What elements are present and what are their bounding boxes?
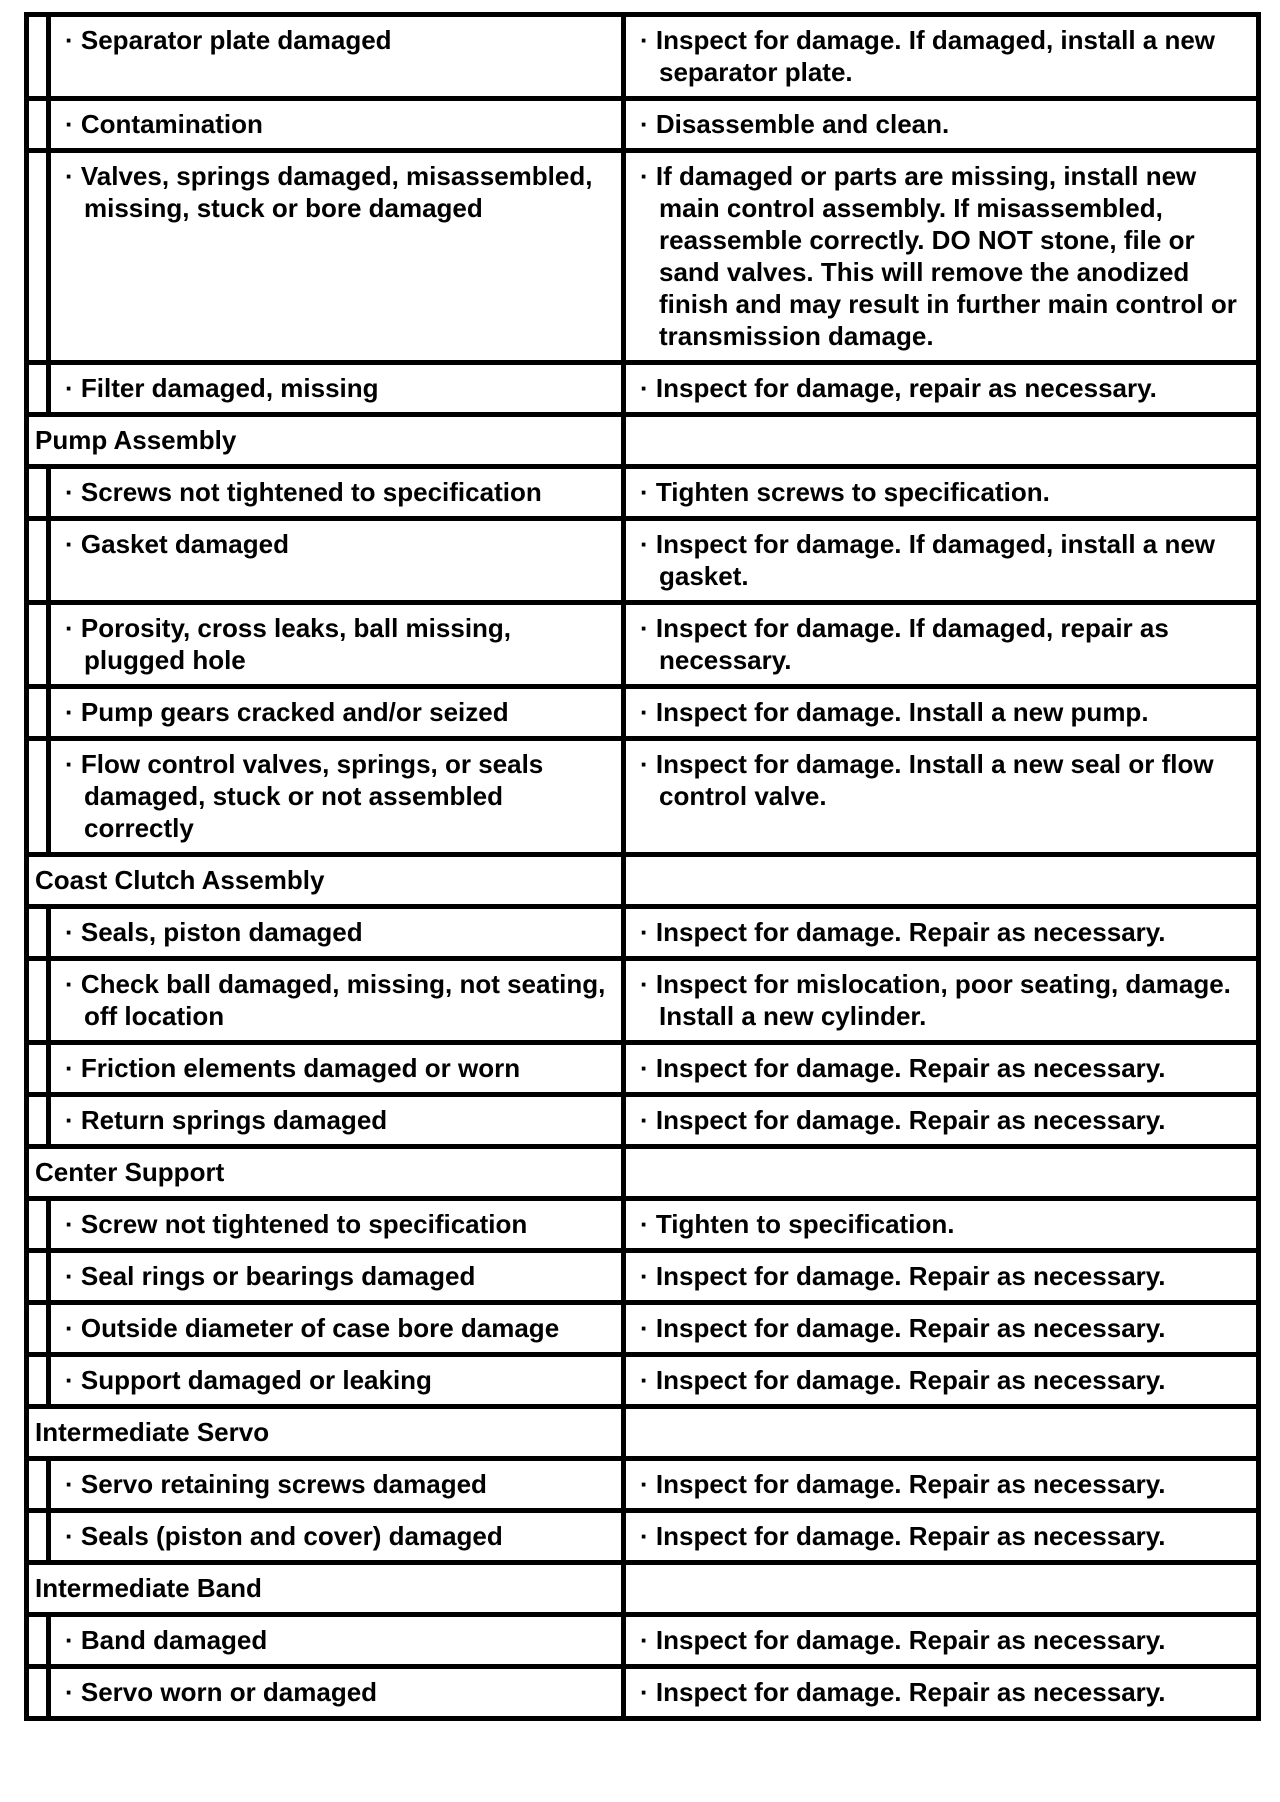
cause-text: · Screw not tightened to specification	[65, 1209, 528, 1239]
indent-cell	[27, 1667, 49, 1719]
action-text: · If damaged or parts are missing, install new main control assembly. If misassembled, reassemble correctly. DO NOT stone, file or sand valves. This will remove the anodized finish and may result in further main control or transmission damage.	[640, 161, 1237, 351]
indent-cell	[27, 603, 49, 687]
action-text: · Inspect for mislocation, poor seating, damage. Install a new cylinder.	[640, 969, 1231, 1031]
cause-cell	[49, 1667, 624, 1719]
section-header-row	[27, 1563, 1259, 1615]
diagnosis-table	[24, 12, 1261, 1721]
indent-cell	[27, 1095, 49, 1147]
table-row	[27, 15, 1259, 99]
action-text: · Disassemble and clean.	[640, 109, 950, 139]
cause-cell	[49, 99, 624, 151]
section-title: Intermediate Servo	[27, 1407, 624, 1459]
indent-cell	[27, 1511, 49, 1563]
action-text: · Tighten screws to specification.	[640, 477, 1050, 507]
action-text: · Inspect for damage. Repair as necessary.	[640, 1365, 1166, 1395]
action-text: · Inspect for damage, repair as necessary.	[640, 373, 1157, 403]
indent-cell	[27, 1199, 49, 1251]
cause-cell	[49, 151, 624, 363]
action-cell	[624, 1095, 1259, 1147]
diagnosis-table-body	[27, 15, 1259, 1719]
action-text: · Inspect for damage. Install a new seal or flow control valve.	[640, 749, 1214, 811]
action-cell	[624, 1615, 1259, 1667]
indent-cell	[27, 1303, 49, 1355]
action-text: · Tighten to specification.	[640, 1209, 955, 1239]
cause-text: · Gasket damaged	[65, 529, 289, 559]
section-header-row	[27, 415, 1259, 467]
action-cell	[624, 519, 1259, 603]
section-title: Pump Assembly	[27, 415, 624, 467]
action-cell	[624, 1303, 1259, 1355]
cause-cell	[49, 1199, 624, 1251]
cause-text: · Valves, springs damaged, misassembled, missing, stuck or bore damaged	[65, 161, 593, 223]
section-title: Center Support	[27, 1147, 624, 1199]
cause-text: · Seal rings or bearings damaged	[65, 1261, 476, 1291]
action-cell	[624, 603, 1259, 687]
table-row	[27, 1095, 1259, 1147]
action-text: · Inspect for damage. Repair as necessary.	[640, 1521, 1166, 1551]
action-cell	[624, 1667, 1259, 1719]
cause-cell	[49, 907, 624, 959]
cause-text: · Friction elements damaged or worn	[65, 1053, 521, 1083]
cause-cell	[49, 1355, 624, 1407]
action-cell	[624, 687, 1259, 739]
action-text: · Inspect for damage. Repair as necessary.	[640, 1625, 1166, 1655]
table-row	[27, 959, 1259, 1043]
table-row	[27, 151, 1259, 363]
action-text: · Inspect for damage. Repair as necessary.	[640, 917, 1166, 947]
table-row	[27, 467, 1259, 519]
action-text: · Inspect for damage. Repair as necessary.	[640, 1677, 1166, 1707]
indent-cell	[27, 1043, 49, 1095]
cause-cell	[49, 687, 624, 739]
action-cell	[624, 467, 1259, 519]
action-cell	[624, 1459, 1259, 1511]
cause-text: · Porosity, cross leaks, ball missing, plugged hole	[65, 613, 512, 675]
table-row	[27, 363, 1259, 415]
section-header-row	[27, 1147, 1259, 1199]
indent-cell	[27, 151, 49, 363]
action-cell	[624, 907, 1259, 959]
table-row	[27, 687, 1259, 739]
table-row	[27, 99, 1259, 151]
action-cell	[624, 151, 1259, 363]
indent-cell	[27, 519, 49, 603]
action-cell	[624, 15, 1259, 99]
cause-text: · Return springs damaged	[65, 1105, 388, 1135]
cause-cell	[49, 959, 624, 1043]
cause-text: · Flow control valves, springs, or seals damaged, stuck or not assembled correctly	[65, 749, 544, 843]
action-text: · Inspect for damage. Repair as necessary.	[640, 1469, 1166, 1499]
cause-cell	[49, 467, 624, 519]
table-row	[27, 519, 1259, 603]
action-text: · Inspect for damage. If damaged, install a new separator plate.	[640, 25, 1216, 87]
section-empty-cell	[624, 1147, 1259, 1199]
cause-text: · Filter damaged, missing	[65, 373, 379, 403]
table-row	[27, 1043, 1259, 1095]
action-text: · Inspect for damage. Install a new pump.	[640, 697, 1149, 727]
action-cell	[624, 1251, 1259, 1303]
action-cell	[624, 99, 1259, 151]
table-row	[27, 907, 1259, 959]
indent-cell	[27, 1615, 49, 1667]
table-row	[27, 603, 1259, 687]
cause-text: · Servo retaining screws damaged	[65, 1469, 487, 1499]
table-row	[27, 1251, 1259, 1303]
indent-cell	[27, 1251, 49, 1303]
section-empty-cell	[624, 855, 1259, 907]
indent-cell	[27, 959, 49, 1043]
section-empty-cell	[624, 1407, 1259, 1459]
cause-cell	[49, 15, 624, 99]
cause-cell	[49, 519, 624, 603]
cause-text: · Check ball damaged, missing, not seating, off location	[65, 969, 606, 1031]
action-text: · Inspect for damage. If damaged, repair as necessary.	[640, 613, 1169, 675]
action-text: · Inspect for damage. Repair as necessary.	[640, 1105, 1166, 1135]
table-row	[27, 1303, 1259, 1355]
action-cell	[624, 1511, 1259, 1563]
cause-text: · Seals, piston damaged	[65, 917, 363, 947]
indent-cell	[27, 15, 49, 99]
action-cell	[624, 1355, 1259, 1407]
cause-cell	[49, 603, 624, 687]
indent-cell	[27, 1459, 49, 1511]
indent-cell	[27, 687, 49, 739]
cause-cell	[49, 1303, 624, 1355]
indent-cell	[27, 99, 49, 151]
action-text: · Inspect for damage. If damaged, install a new gasket.	[640, 529, 1216, 591]
indent-cell	[27, 363, 49, 415]
cause-cell	[49, 1251, 624, 1303]
section-empty-cell	[624, 415, 1259, 467]
table-row	[27, 1615, 1259, 1667]
cause-cell	[49, 1615, 624, 1667]
table-row	[27, 1511, 1259, 1563]
action-cell	[624, 1199, 1259, 1251]
cause-text: · Band damaged	[65, 1625, 268, 1655]
cause-text: · Screws not tightened to specification	[65, 477, 542, 507]
cause-text: · Servo worn or damaged	[65, 1677, 378, 1707]
section-header-row	[27, 1407, 1259, 1459]
cause-cell	[49, 739, 624, 855]
table-row	[27, 1355, 1259, 1407]
action-text: · Inspect for damage. Repair as necessary.	[640, 1053, 1166, 1083]
table-row	[27, 1459, 1259, 1511]
section-title: Intermediate Band	[27, 1563, 624, 1615]
indent-cell	[27, 739, 49, 855]
action-text: · Inspect for damage. Repair as necessary.	[640, 1261, 1166, 1291]
cause-text: · Outside diameter of case bore damage	[65, 1313, 560, 1343]
indent-cell	[27, 467, 49, 519]
cause-cell	[49, 1511, 624, 1563]
section-empty-cell	[624, 1563, 1259, 1615]
indent-cell	[27, 1355, 49, 1407]
cause-text: · Separator plate damaged	[65, 25, 392, 55]
action-text: · Inspect for damage. Repair as necessary.	[640, 1313, 1166, 1343]
action-cell	[624, 1043, 1259, 1095]
cause-text: · Support damaged or leaking	[65, 1365, 432, 1395]
cause-text: · Contamination	[65, 109, 263, 139]
action-cell	[624, 959, 1259, 1043]
action-cell	[624, 363, 1259, 415]
cause-cell	[49, 1043, 624, 1095]
section-title: Coast Clutch Assembly	[27, 855, 624, 907]
cause-cell	[49, 1095, 624, 1147]
table-row	[27, 1199, 1259, 1251]
section-header-row	[27, 855, 1259, 907]
cause-cell	[49, 363, 624, 415]
cause-text: · Pump gears cracked and/or seized	[65, 697, 509, 727]
cause-text: · Seals (piston and cover) damaged	[65, 1521, 503, 1551]
table-row	[27, 1667, 1259, 1719]
table-row	[27, 739, 1259, 855]
indent-cell	[27, 907, 49, 959]
action-cell	[624, 739, 1259, 855]
cause-cell	[49, 1459, 624, 1511]
